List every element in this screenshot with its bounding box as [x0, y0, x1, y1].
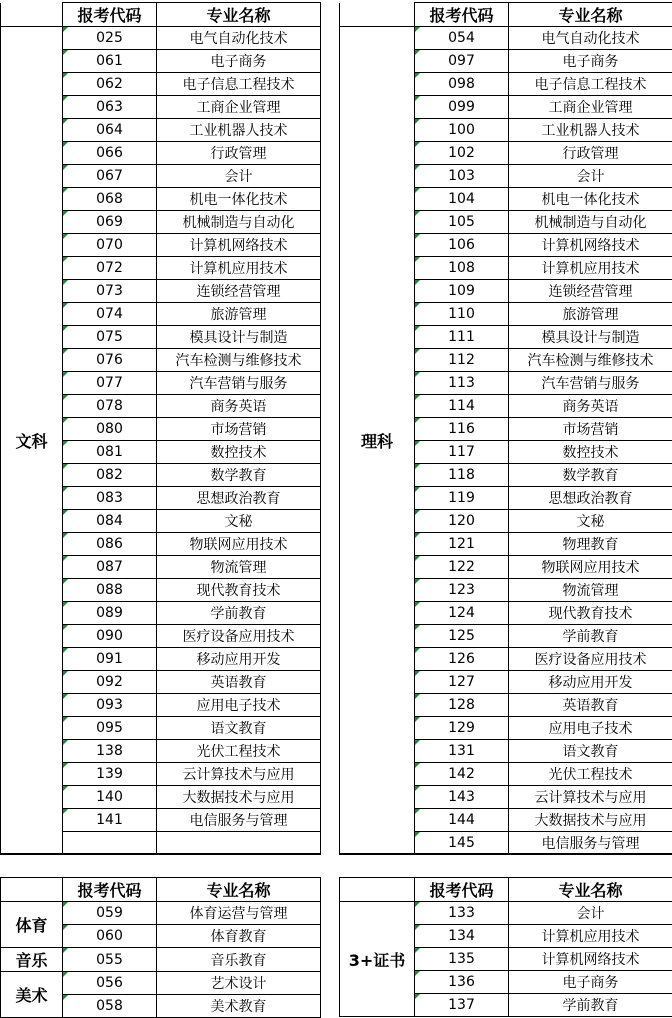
major-name: 行政管理: [157, 142, 321, 165]
header-blank: [1, 878, 63, 902]
major-name: 计算机应用技术: [509, 257, 672, 280]
major-name: 汽车营销与服务: [509, 372, 672, 395]
major-code: 092: [63, 671, 157, 694]
major-name: 机电一体化技术: [509, 188, 672, 211]
major-code: 068: [63, 188, 157, 211]
major-name: 商务英语: [157, 395, 321, 418]
section-divider: [0, 853, 320, 854]
major-code: 087: [63, 556, 157, 579]
major-code: 104: [415, 188, 509, 211]
major-code: 116: [415, 418, 509, 441]
major-code: 143: [415, 786, 509, 809]
major-code: 084: [63, 510, 157, 533]
major-name: 大数据技术与应用: [509, 809, 672, 832]
major-name: 应用电子技术: [157, 694, 321, 717]
major-code: 064: [63, 119, 157, 142]
major-code: 080: [63, 418, 157, 441]
major-code: 141: [63, 809, 157, 832]
major-name: 机械制造与自动化: [509, 211, 672, 234]
major-name: 连锁经营管理: [157, 280, 321, 303]
header-blank: [1, 3, 63, 27]
cert-table: [339, 877, 672, 1017]
major-code: 105: [415, 211, 509, 234]
major-code: 056: [63, 972, 157, 995]
major-name: 物理教育: [509, 533, 672, 556]
major-name: 思想政治教育: [509, 487, 672, 510]
major-name: 光伏工程技术: [157, 740, 321, 763]
section-divider: [339, 853, 672, 854]
major-code: 129: [415, 717, 509, 740]
major-name: 电子商务: [157, 50, 321, 73]
major-code: 082: [63, 464, 157, 487]
category-label: 文科: [1, 27, 63, 855]
major-name: 旅游管理: [157, 303, 321, 326]
major-code: 139: [63, 763, 157, 786]
major-code: 131: [415, 740, 509, 763]
header-major: 专业名称: [157, 878, 321, 902]
major-code: 069: [63, 211, 157, 234]
major-code: 136: [415, 971, 509, 994]
major-name: 模具设计与制造: [509, 326, 672, 349]
major-code: 097: [415, 50, 509, 73]
major-name: 连锁经营管理: [509, 280, 672, 303]
major-name: 学前教育: [509, 625, 672, 648]
major-code: 061: [63, 50, 157, 73]
major-code: 140: [63, 786, 157, 809]
major-code: 062: [63, 73, 157, 96]
major-code: 127: [415, 671, 509, 694]
major-name: 文秘: [157, 510, 321, 533]
major-code: 137: [415, 994, 509, 1017]
major-name: 计算机应用技术: [157, 257, 321, 280]
major-name: 电子信息工程技术: [157, 73, 321, 96]
major-name: 物流管理: [157, 556, 321, 579]
major-name: 机电一体化技术: [157, 188, 321, 211]
major-code: 066: [63, 142, 157, 165]
major-name: 文秘: [509, 510, 672, 533]
major-code: 054: [415, 27, 509, 50]
major-name: 工业机器人技术: [509, 119, 672, 142]
major-code: 059: [63, 902, 157, 925]
major-code: 134: [415, 925, 509, 948]
major-code: 090: [63, 625, 157, 648]
major-code: 108: [415, 257, 509, 280]
major-name: 医疗设备应用技术: [157, 625, 321, 648]
major-name: 医疗设备应用技术: [509, 648, 672, 671]
major-name: 移动应用开发: [157, 648, 321, 671]
major-code: 088: [63, 579, 157, 602]
major-name: 计算机网络技术: [509, 948, 672, 971]
table-row: [340, 27, 672, 50]
major-code: 113: [415, 372, 509, 395]
major-name: 电气自动化技术: [509, 27, 672, 50]
major-code: 081: [63, 441, 157, 464]
header-major: 专业名称: [509, 3, 672, 27]
header-code: 报考代码: [63, 878, 157, 902]
table-row: [1, 948, 321, 972]
major-code: 067: [63, 165, 157, 188]
major-name: 计算机网络技术: [157, 234, 321, 257]
major-code: 100: [415, 119, 509, 142]
major-code: 122: [415, 556, 509, 579]
major-name: 电子信息工程技术: [509, 73, 672, 96]
major-code: 119: [415, 487, 509, 510]
major-name: 行政管理: [509, 142, 672, 165]
wenke-table: [0, 2, 321, 855]
major-name: 大数据技术与应用: [157, 786, 321, 809]
major-name: 汽车检测与维修技术: [157, 349, 321, 372]
table-row: [1, 27, 321, 50]
major-name: 移动应用开发: [509, 671, 672, 694]
major-name: 数控技术: [157, 441, 321, 464]
major-code: 112: [415, 349, 509, 372]
major-name: 汽车检测与维修技术: [509, 349, 672, 372]
major-code: 075: [63, 326, 157, 349]
major-code: 135: [415, 948, 509, 971]
major-code: 073: [63, 280, 157, 303]
major-code: 098: [415, 73, 509, 96]
major-code: 138: [63, 740, 157, 763]
like-table: [339, 2, 672, 855]
category-label: 理科: [340, 27, 415, 855]
major-name: 音乐教育: [157, 948, 321, 972]
major-name: 体育运营与管理: [157, 902, 321, 925]
major-code: 125: [415, 625, 509, 648]
header-major: 专业名称: [157, 3, 321, 27]
major-code: 099: [415, 96, 509, 119]
arts-table: [0, 877, 321, 1018]
major-code: 145: [415, 832, 509, 855]
major-code: 095: [63, 717, 157, 740]
header-major: 专业名称: [509, 878, 672, 902]
major-code: 102: [415, 142, 509, 165]
major-name: 语文教育: [157, 717, 321, 740]
major-code: 106: [415, 234, 509, 257]
major-name: 云计算技术与应用: [509, 786, 672, 809]
major-code: 133: [415, 902, 509, 925]
major-code: 083: [63, 487, 157, 510]
major-code: 089: [63, 602, 157, 625]
major-name: 物联网应用技术: [509, 556, 672, 579]
major-code: 110: [415, 303, 509, 326]
major-code: [63, 832, 157, 855]
table-row: [1, 972, 321, 995]
major-code: 060: [63, 925, 157, 948]
major-code: 103: [415, 165, 509, 188]
major-code: 078: [63, 395, 157, 418]
major-name: 电子商务: [509, 50, 672, 73]
major-name: 云计算技术与应用: [157, 763, 321, 786]
major-code: 123: [415, 579, 509, 602]
major-name: 市场营销: [509, 418, 672, 441]
major-name: 数学教育: [509, 464, 672, 487]
header-blank: [340, 3, 415, 27]
major-code: 121: [415, 533, 509, 556]
major-name: 机械制造与自动化: [157, 211, 321, 234]
major-name: 会计: [509, 165, 672, 188]
major-code: 144: [415, 809, 509, 832]
major-code: 120: [415, 510, 509, 533]
major-name: 电气自动化技术: [157, 27, 321, 50]
major-name: 工商企业管理: [157, 96, 321, 119]
major-name: 电信服务与管理: [157, 809, 321, 832]
major-name: 体育教育: [157, 925, 321, 948]
major-code: 091: [63, 648, 157, 671]
major-code: 072: [63, 257, 157, 280]
major-name: 艺术设计: [157, 972, 321, 995]
major-name: 计算机应用技术: [509, 925, 672, 948]
major-code: 074: [63, 303, 157, 326]
major-name: 现代教育技术: [157, 579, 321, 602]
major-name: 物流管理: [509, 579, 672, 602]
category-label: 3+证书: [340, 902, 415, 1017]
major-name: 电子商务: [509, 971, 672, 994]
major-name: 思想政治教育: [157, 487, 321, 510]
table-row: [1, 902, 321, 925]
header-code: 报考代码: [415, 3, 509, 27]
major-code: 142: [415, 763, 509, 786]
major-code: 086: [63, 533, 157, 556]
major-name: 物联网应用技术: [157, 533, 321, 556]
major-code: 058: [63, 995, 157, 1018]
major-code: 025: [63, 27, 157, 50]
major-name: 旅游管理: [509, 303, 672, 326]
major-code: 124: [415, 602, 509, 625]
category-label: 音乐: [1, 948, 63, 972]
major-name: 会计: [509, 902, 672, 925]
major-code: 093: [63, 694, 157, 717]
major-code: 111: [415, 326, 509, 349]
major-name: 学前教育: [157, 602, 321, 625]
major-name: 数学教育: [157, 464, 321, 487]
major-name: 光伏工程技术: [509, 763, 672, 786]
major-name: 学前教育: [509, 994, 672, 1017]
major-code: 077: [63, 372, 157, 395]
major-name: 现代教育技术: [509, 602, 672, 625]
major-name: 工业机器人技术: [157, 119, 321, 142]
major-name: 市场营销: [157, 418, 321, 441]
major-code: 063: [63, 96, 157, 119]
major-name: 语文教育: [509, 740, 672, 763]
major-code: 114: [415, 395, 509, 418]
major-code: 070: [63, 234, 157, 257]
category-label: 体育: [1, 902, 63, 948]
category-label: 美术: [1, 972, 63, 1018]
major-name: 数控技术: [509, 441, 672, 464]
major-name: 美术教育: [157, 995, 321, 1018]
major-name: 商务英语: [509, 395, 672, 418]
major-name: 汽车营销与服务: [157, 372, 321, 395]
major-code: 109: [415, 280, 509, 303]
header-code: 报考代码: [63, 3, 157, 27]
major-code: 128: [415, 694, 509, 717]
table-row: [340, 902, 672, 925]
major-name: 模具设计与制造: [157, 326, 321, 349]
major-name: 应用电子技术: [509, 717, 672, 740]
major-name: 电信服务与管理: [509, 832, 672, 855]
major-name: 工商企业管理: [509, 96, 672, 119]
major-code: 117: [415, 441, 509, 464]
header-code: 报考代码: [415, 878, 509, 902]
major-name: 英语教育: [509, 694, 672, 717]
major-name: 英语教育: [157, 671, 321, 694]
major-code: 118: [415, 464, 509, 487]
major-code: 055: [63, 948, 157, 972]
major-name: [157, 832, 321, 855]
major-name: 计算机网络技术: [509, 234, 672, 257]
major-code: 076: [63, 349, 157, 372]
major-name: 会计: [157, 165, 321, 188]
header-blank: [340, 878, 415, 902]
major-code: 126: [415, 648, 509, 671]
